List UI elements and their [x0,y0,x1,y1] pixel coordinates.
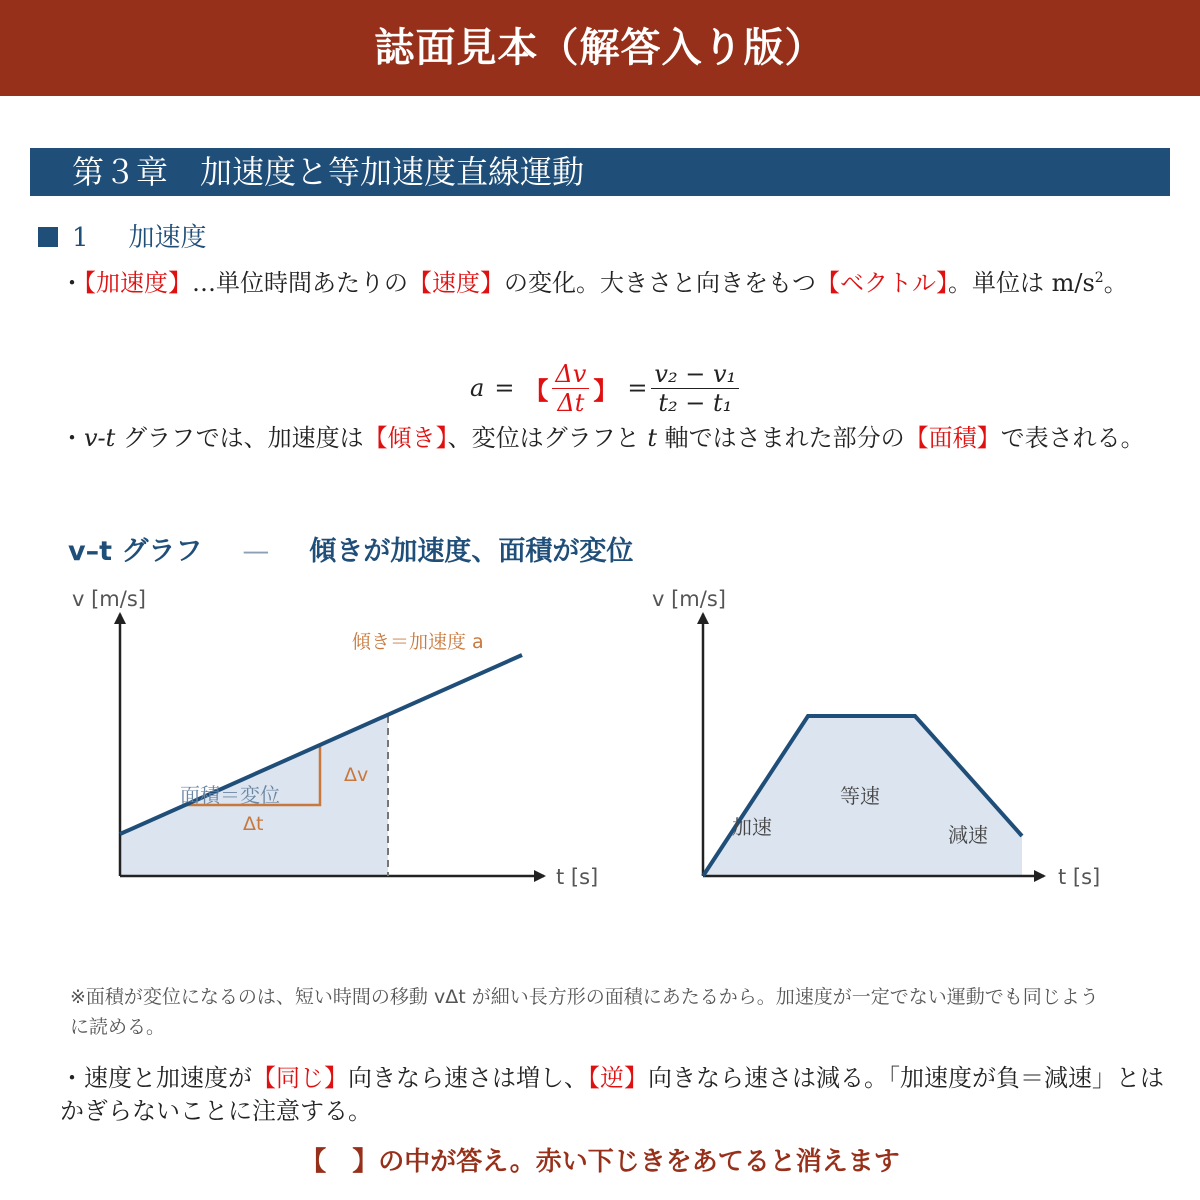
bullet: ・ [60,269,84,297]
fraction-numerator: v₂ − v₁ [651,360,739,389]
unit-exponent: 2 [1094,270,1104,286]
bullet: ・ [60,424,84,452]
accel-label: 加速 [732,815,772,839]
answer-velocity: 【速度】 [408,269,504,297]
fraction-denominator: t₂ − t₁ [658,388,733,417]
formula-symbol-a: a [470,374,485,402]
text: 向きなら速さは減る。「加速度が負＝減速」とはかぎらないことに注意する。 [60,1064,1164,1125]
delta-t-label: Δt [243,813,264,835]
y-axis-label: v [m/s] [652,587,726,611]
delta-v-label: Δv [344,764,369,786]
slope-label: 傾き＝加速度 a [352,631,484,653]
answer-same: 【同じ】 [252,1064,348,1092]
figure-title-main: v–t グラフ [68,536,203,567]
text: 、変位はグラフと [447,424,648,452]
text: v-t [84,424,116,452]
left-graph [72,587,598,889]
formula-bracket-right: 】 [593,375,618,405]
bullet: ・ [60,1064,84,1092]
section-title: 加速度 [128,223,207,253]
text: の変化。大きさと向きをもつ [504,269,816,297]
footnote: ※面積が変位になるのは、短い時間の移動 vΔt が細い長方形の面積にあたるから。加速度が一定でない運動でも同じように読める。 [70,986,1099,1038]
text: t [647,424,657,452]
footer-caption: 【 】の中が答え。赤い下じきをあてると消えます [300,1147,900,1177]
y-axis-label: v [m/s] [72,587,146,611]
formula-bracket-left: 【 [524,375,549,405]
answer-opposite: 【逆】 [588,1064,648,1092]
figure-title-dash: — [242,536,270,567]
area-label: 面積＝変位 [180,783,280,807]
text: 。 [1103,269,1128,297]
decel-label: 減速 [948,823,988,847]
page-banner: 誌面見本（解答入り版） [0,0,1200,96]
const-label: 等速 [840,784,880,808]
chapter-heading: 第３章 加速度と等加速度直線運動 [30,148,1170,196]
formula-equals: = [627,374,648,402]
answer-acceleration: 【加速度】 [84,269,192,297]
text: 向きなら速さは増し、 [348,1064,588,1092]
text: …単位時間あたりの [192,269,408,297]
x-axis-label: t [s] [1058,865,1101,889]
answer-vector: 【ベクトル】 [816,269,948,297]
text: 速度と加速度が [84,1064,252,1092]
x-axis-label: t [s] [556,865,599,889]
answer-slope: 【傾き】 [363,424,448,452]
answer-area: 【面積】 [904,424,1001,452]
direction-paragraph [60,1062,1168,1128]
right-graph [652,587,1100,889]
formula-equals: = [494,374,515,402]
text: 軸ではさまれた部分の [656,424,905,452]
text: で表される。 [1000,424,1145,452]
text: グラフでは、加速度は [115,424,364,452]
fraction-denominator: Δt [557,388,585,417]
fraction-numerator: Δv [552,360,589,389]
figure-title-sub: 傾きが加速度、面積が変位 [309,536,634,567]
section-number: 1 [72,223,89,253]
text: 。単位は m/s [948,269,1095,297]
